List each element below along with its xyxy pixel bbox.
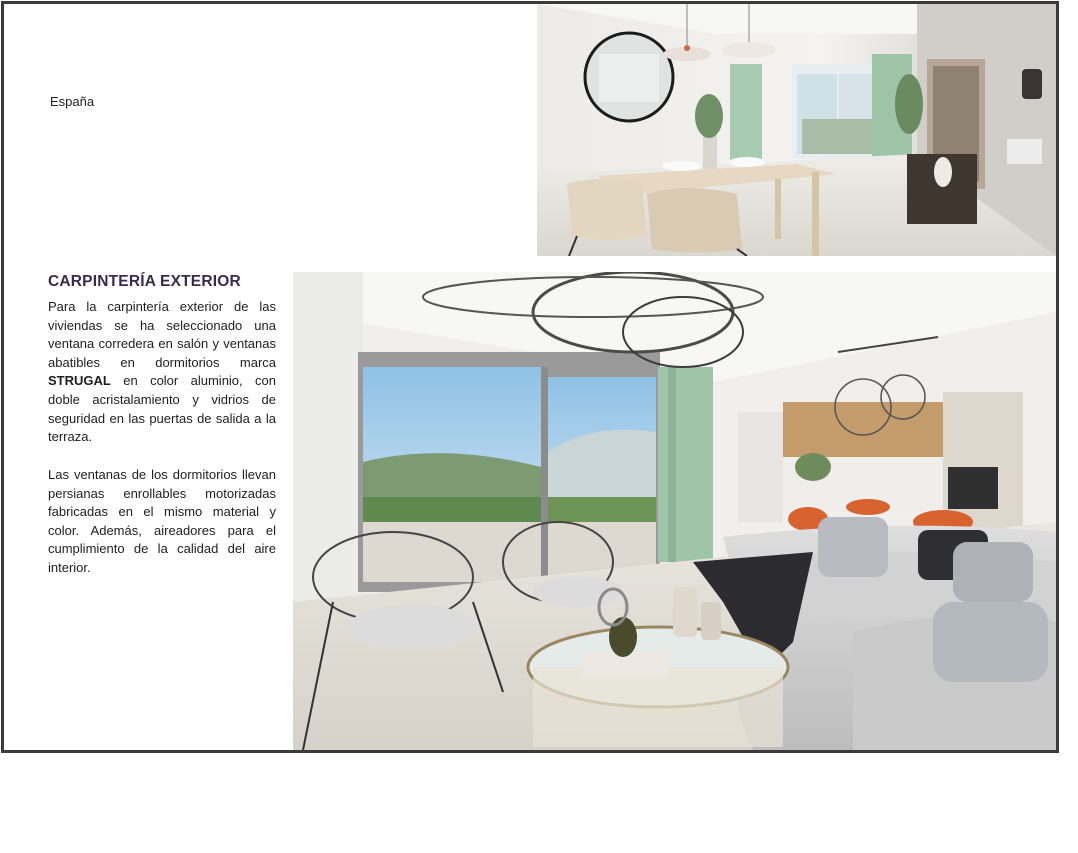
paragraph-1-after: en color aluminio, con doble acristalamiento y vidrios de seguridad en las puertas de salida a la terraza. [48, 373, 276, 445]
page-frame [1, 1, 1059, 753]
paragraph-exterior-carpentry [48, 298, 276, 447]
paragraph-bedroom-windows: Las ventanas de los dormitorios llevan persianas enrollables motorizadas fabricadas en el mismo material y color. Además, aireadores para el cumplimiento de la calidad del aire interior. [48, 467, 276, 575]
section-title: CARPINTERÍA EXTERIOR [48, 273, 241, 290]
location-label: España [50, 94, 95, 109]
brand-name: STRUGAL [48, 373, 111, 389]
dining-room-photo [537, 4, 1056, 256]
paragraph-1-before: Para la carpintería exterior de las viviendas se ha seleccionado una ventana corredera en salón y ventanas abatibles en dormitorios marca [48, 299, 276, 370]
living-room-photo [293, 272, 1056, 750]
